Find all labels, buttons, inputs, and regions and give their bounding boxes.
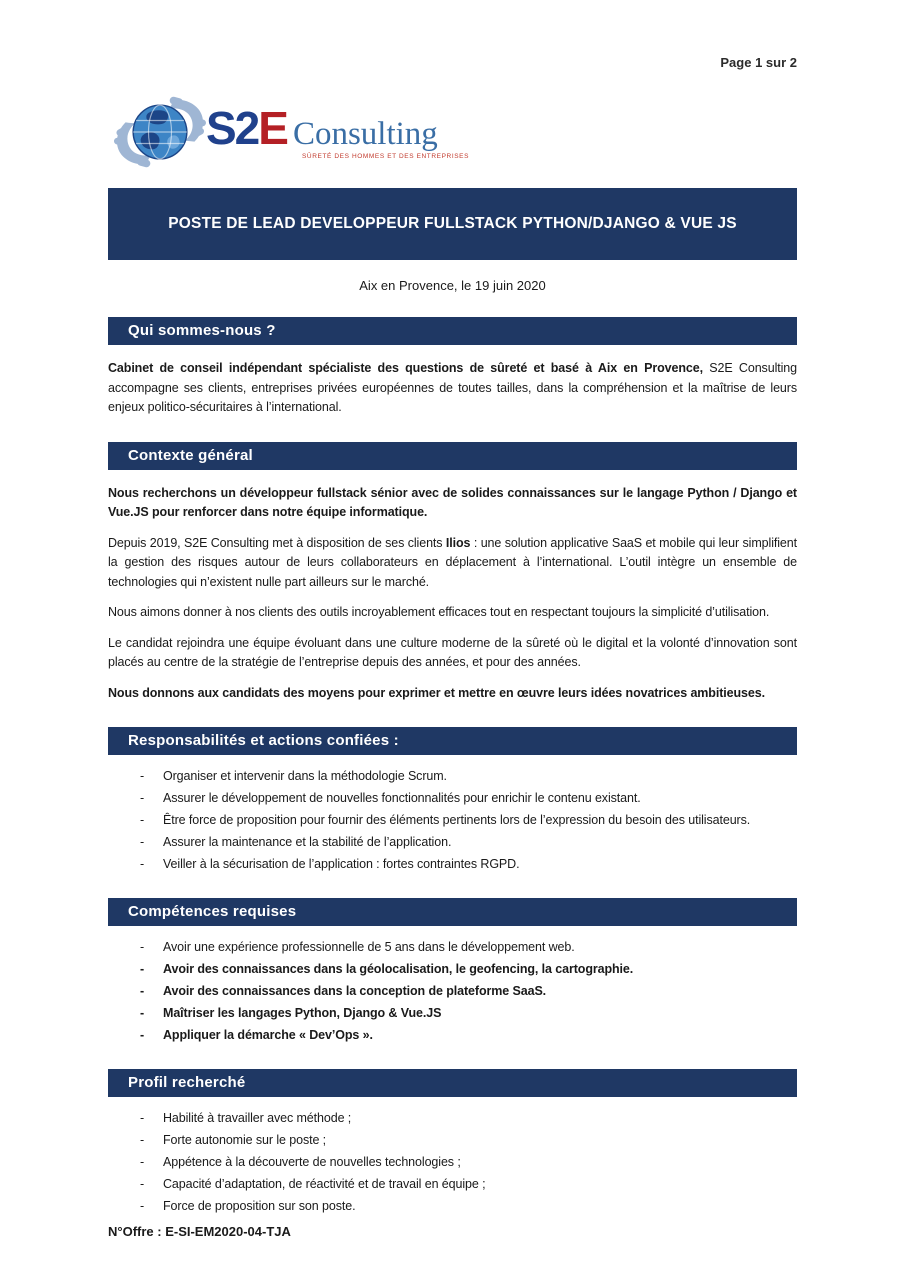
list-item <box>108 767 797 786</box>
dash-bullet: - <box>140 984 145 998</box>
title-banner <box>108 188 797 260</box>
list-item <box>108 1026 797 1045</box>
list-item <box>108 789 797 808</box>
bullet-list <box>108 938 797 1045</box>
offer-reference: N°Offre : E-SI-EM2020-04-TJA <box>108 1224 291 1239</box>
dash-bullet: - <box>140 1177 145 1191</box>
logo-e: E <box>258 101 287 154</box>
dash-bullet: - <box>140 1111 145 1125</box>
text-run: Nous donnons aux candidats des moyens pour exprimer et mettre en œuvre leurs idées novatrices ambitieuses. <box>108 685 765 700</box>
list-item-text: Être force de proposition pour fournir des éléments pertinents lors de l’expression du besoin des utilisateurs. <box>163 813 751 827</box>
list-item <box>108 1004 797 1023</box>
list-item <box>108 1197 797 1216</box>
globe-hands-icon <box>112 86 208 178</box>
list-item-text: Assurer le développement de nouvelles fonctionnalités pour enrichir le contenu existant. <box>163 791 641 805</box>
list-item-text: Avoir des connaissances dans la géolocalisation, le geofencing, la cartographie. <box>163 962 634 976</box>
list-item <box>108 938 797 957</box>
dash-bullet: - <box>140 1199 145 1213</box>
list-item <box>108 811 797 830</box>
list-item-text: Veiller à la sécurisation de l’application : fortes contraintes RGPD. <box>163 857 520 871</box>
page-number: Page 1 sur 2 <box>720 55 797 70</box>
company-logo <box>112 86 469 178</box>
text-run: Ilios <box>445 535 471 550</box>
section-header: Responsabilités et actions confiées : <box>108 727 797 755</box>
paragraph <box>108 684 797 704</box>
date-line: Aix en Provence, le 19 juin 2020 <box>359 278 546 293</box>
dash-bullet: - <box>140 940 145 954</box>
list-item <box>108 960 797 979</box>
dash-bullet: - <box>140 1133 145 1147</box>
paragraph <box>108 534 797 593</box>
section-header: Compétences requises <box>108 898 797 926</box>
list-item <box>108 1109 797 1128</box>
text-run: : une solution applicative SaaS et mobile qui leur simplifient la gestion des risques autour de leurs collaborateurs en déplacement à l’international. L’outil intègre un ensemble de technologies qui n’existent nulle part ailleurs sur le marché. <box>108 535 797 589</box>
list-item <box>108 982 797 1001</box>
paragraph <box>108 603 797 623</box>
job-title: POSTE DE LEAD DEVELOPPEUR FULLSTACK PYTHON/DJANGO & VUE JS <box>168 215 737 232</box>
list-item <box>108 1175 797 1194</box>
dash-bullet: - <box>140 962 145 976</box>
list-item-text: Capacité d’adaptation, de réactivité et de travail en équipe ; <box>163 1177 486 1191</box>
sections <box>108 317 797 1216</box>
bullet-list <box>108 1109 797 1216</box>
list-item-text: Force de proposition sur son poste. <box>163 1199 356 1213</box>
dash-bullet: - <box>140 791 145 805</box>
dash-bullet: - <box>140 835 145 849</box>
text-run: Nous aimons donner à nos clients des outils incroyablement efficaces tout en respectant toujours la simplicité d’utilisation. <box>108 605 770 619</box>
list-item-text: Appliquer la démarche « Dev’Ops ». <box>163 1028 373 1042</box>
section <box>108 317 797 418</box>
section <box>108 1069 797 1216</box>
dash-bullet: - <box>140 813 145 827</box>
text-run: S2E Consulting accompagne ses clients, entreprises privées européennes de toutes tailles, dans la compréhension et la maîtrise de leurs enjeux politico-sécuritaires à l’international. <box>108 361 797 414</box>
paragraph <box>108 634 797 673</box>
list-item-text: Habilité à travailler avec méthode ; <box>163 1111 352 1125</box>
dash-bullet: - <box>140 1155 145 1169</box>
list-item-text: Forte autonomie sur le poste ; <box>163 1133 327 1147</box>
section-header: Qui sommes-nous ? <box>108 317 797 345</box>
text-run: Cabinet de conseil indépendant spécialiste des questions de sûreté et basé à Aix en Provence, <box>108 361 703 375</box>
list-item-text: Avoir des connaissances dans la conception de plateforme SaaS. <box>163 984 547 998</box>
document-content <box>108 188 797 1239</box>
logo-consulting: Consulting <box>292 115 438 152</box>
list-item-text: Organiser et intervenir dans la méthodologie Scrum. <box>163 769 447 783</box>
section <box>108 727 797 874</box>
list-item <box>108 833 797 852</box>
logo-text <box>206 101 470 160</box>
text-run: Depuis 2019, S2E Consulting met à disposition de ses clients <box>108 535 446 550</box>
paragraph <box>108 359 797 418</box>
bullet-list <box>108 767 797 874</box>
section-header: Profil recherché <box>108 1069 797 1097</box>
dash-bullet: - <box>140 1028 145 1042</box>
text-run: Nous recherchons un développeur fullstack sénior avec de solides connaissances sur le langage Python / Django et Vue.JS pour renforcer dans notre équipe informatique. <box>108 485 797 519</box>
dash-bullet: - <box>140 857 145 871</box>
list-item-text: Maîtriser les langages Python, Django & Vue.JS <box>163 1006 442 1020</box>
section <box>108 442 797 704</box>
logo-s2: S2 <box>206 101 259 154</box>
list-item <box>108 1131 797 1150</box>
list-item <box>108 855 797 874</box>
list-item-text: Avoir une expérience professionnelle de 5 ans dans le développement web. <box>163 940 575 954</box>
dash-bullet: - <box>140 769 145 783</box>
text-run: Le candidat rejoindra une équipe évoluant dans une culture moderne de la sûreté où le digital et la volonté d’innovation sont placés au centre de la stratégie de l’entreprise depuis des années, et pour des années. <box>108 635 797 669</box>
logo-tagline: SÛRETÉ DES HOMMES ET DES ENTREPRISES <box>302 152 470 160</box>
paragraph <box>108 484 797 523</box>
section-header: Contexte général <box>108 442 797 470</box>
list-item-text: Assurer la maintenance et la stabilité de l’application. <box>163 835 452 849</box>
list-item-text: Appétence à la découverte de nouvelles technologies ; <box>163 1155 461 1169</box>
list-item <box>108 1153 797 1172</box>
dash-bullet: - <box>140 1006 145 1020</box>
section <box>108 898 797 1045</box>
